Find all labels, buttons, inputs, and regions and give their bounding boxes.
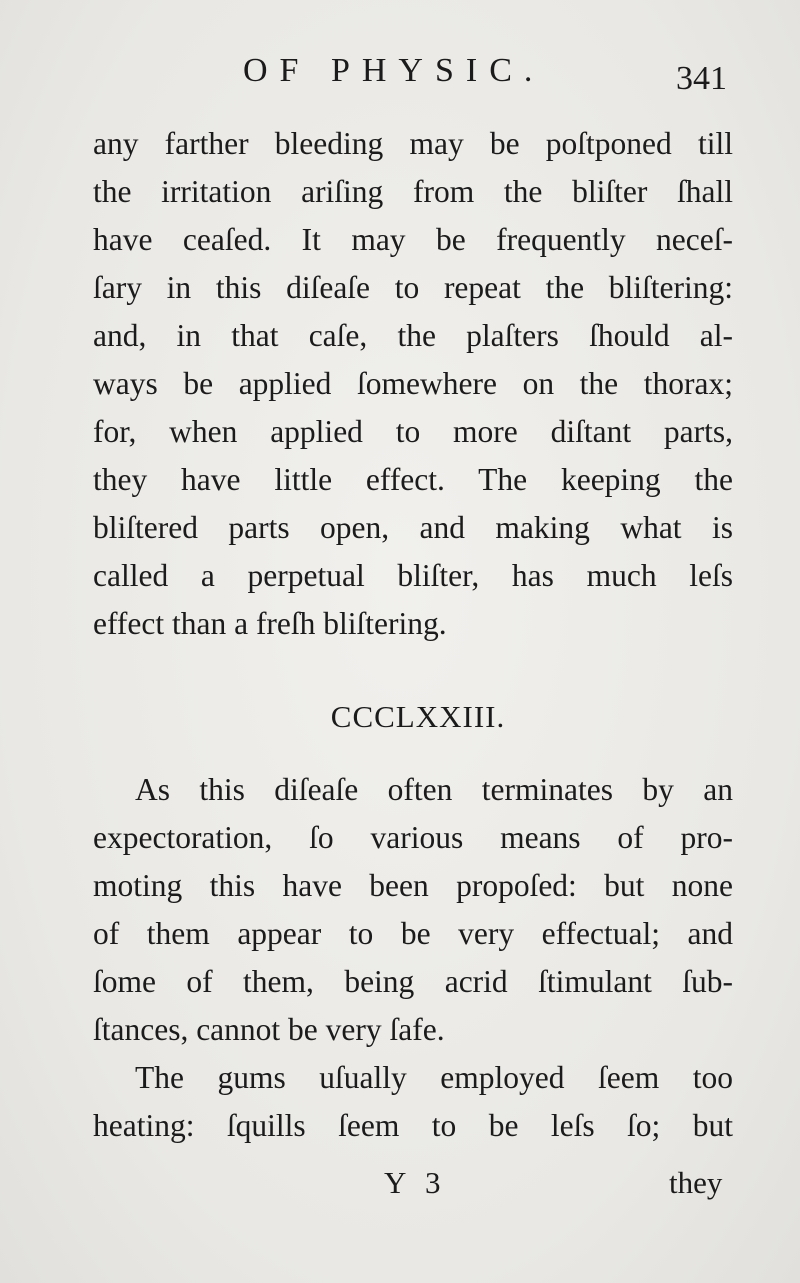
running-title: OF PHYSIC. <box>243 52 545 89</box>
running-head <box>0 52 800 102</box>
text-line: they have little effect. The keeping the <box>93 462 733 497</box>
text-line: for, when applied to more diſtant parts, <box>93 414 733 449</box>
page-number: 341 <box>676 60 727 97</box>
text-line: ſary in this diſeaſe to repeat the bliſtering: <box>93 270 733 305</box>
section-number: CCCLXXIII. <box>330 699 506 734</box>
text-line: any farther bleeding may be poſtponed till <box>93 126 733 161</box>
page-footer <box>0 1165 800 1205</box>
text-line: of them appear to be very effectual; and <box>93 916 733 951</box>
signature-mark: Y 3 <box>384 1165 447 1200</box>
text-line: effect than a freſh bliſtering. <box>93 606 447 641</box>
text-line: The gums uſually employed ſeem too <box>135 1060 733 1095</box>
body-text <box>93 120 733 1150</box>
text-line: called a perpetual bliſter, has much leſs <box>93 558 733 593</box>
text-line: ways be applied ſomewhere on the thorax; <box>93 366 733 401</box>
text-line: bliſtered parts open, and making what is <box>93 510 733 545</box>
paragraph-2 <box>93 766 733 1054</box>
text-line: moting this have been propoſed: but none <box>93 868 733 903</box>
text-line: heating: ſquills ſeem to be leſs ſo; but <box>93 1108 733 1143</box>
text-line: ſtances, cannot be very ſafe. <box>93 1012 445 1047</box>
text-line: ſome of them, being acrid ſtimulant ſub- <box>93 964 733 999</box>
text-line: and, in that caſe, the plaſters ſhould al- <box>93 318 733 353</box>
text-line: the irritation ariſing from the bliſter ſhall <box>93 174 733 209</box>
catchword: they <box>669 1165 723 1200</box>
paragraph-1 <box>93 120 733 648</box>
text-line: expectoration, ſo various means of pro- <box>93 820 733 855</box>
text-line: As this diſeaſe often terminates by an <box>135 772 733 807</box>
text-line: have ceaſed. It may be frequently neceſ- <box>93 222 733 257</box>
paragraph-3 <box>93 1054 733 1150</box>
